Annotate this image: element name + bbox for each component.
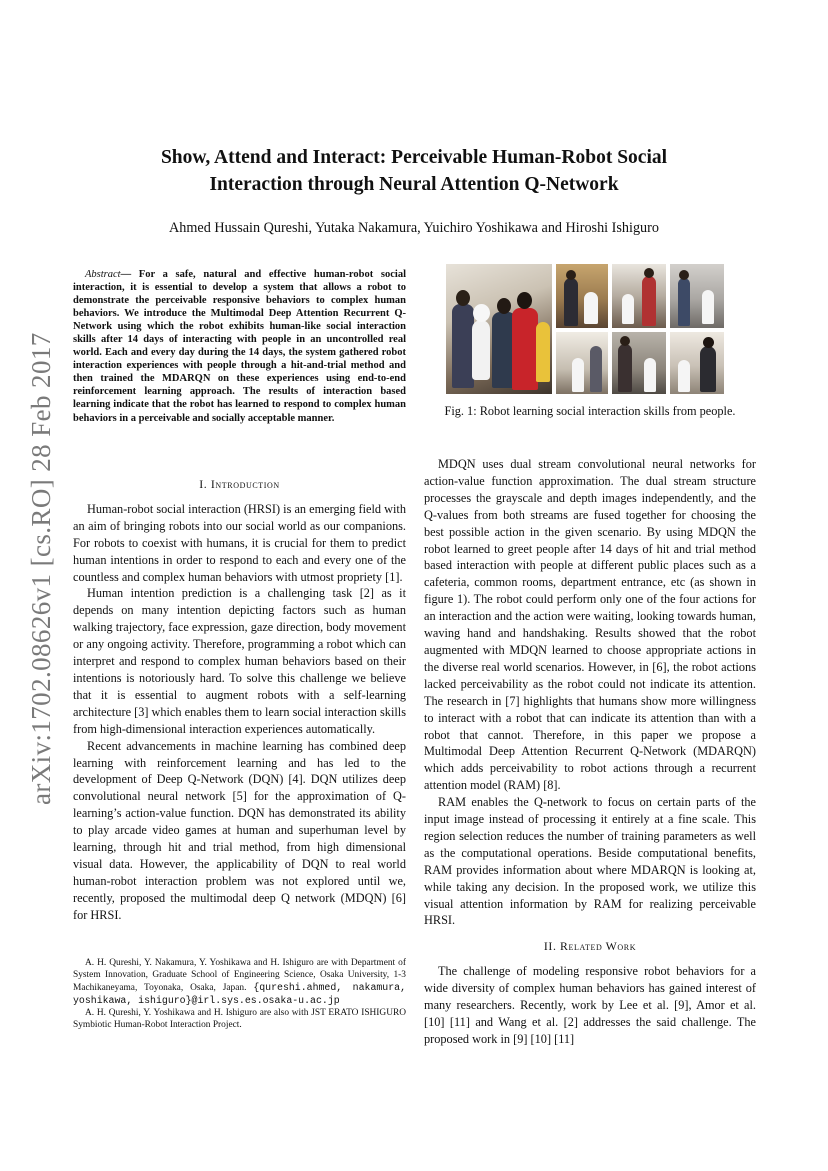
photo-robot-common-room xyxy=(612,332,666,394)
paragraph: Recent advancements in machine learning has combined deep learning with reinforcement learning and has led to the development of Deep Q-Network (DQN) [4]. DQN utilizes deep convolutional neural network [5] for the approximation of Q-learning’s action-value function. DQN has demonstrated its ability to play arcade video games at human and superhuman level by learning, through hit and trial method, from high dimensional visual data. However, the applicability of DQN to real world human-robot interaction problem was not explored until we, recently, proposed the multimodal deep Q network (MDQN) [6] for HRSI. xyxy=(73,738,406,922)
paragraph: Human intention prediction is a challenging task [2] as it depends on many intention depicting factors such as human walking trajectory, face expression, gaze direction, body movement or any ongoing activity. Therefore, programming a robot which can interpret and respond to complex human behaviors based on their intentions is notoriously hard. To solve this challenge we believe that it is essential to augment robots with a self-learning architecture [3] which enables them to learn social interaction skills from high-dimensional interaction experiences automatically. xyxy=(73,586,406,736)
figure-1-caption: Fig. 1: Robot learning social interaction skills from people. xyxy=(444,404,736,418)
introduction-section xyxy=(73,476,406,924)
abstract-text: — For a safe, natural and effective human-robot social interaction, it is essential to develop a system that allows a robot to demonstrate the perceivable responsive behaviors to complex human behaviors. We introduce the Multimodal Deep Attention Recurrent Q-Network using which the robot exhibits human-like social interaction skills after 14 days of interacting with people in an uncontrolled real world. Each and every day during the 14 days, the system gathered robot interaction experiences with people through a hit-and-trial method and then trained the MDARQN on these experiences using end-to-end reinforcement learning approach. The results of interaction based learning indicate that the robot has learned to respond to complex human behaviors in a perceivable and socially acceptable manner. xyxy=(73,269,406,424)
title-line-2: Interaction through Neural Attention Q-Network xyxy=(209,174,619,195)
arxiv-id: arXiv:1702.08626v1 [cs.RO] 28 Feb 2017 xyxy=(26,332,56,805)
photo-robot-doorway xyxy=(556,264,608,328)
section-heading-introduction: I. Introduction xyxy=(199,477,280,491)
title-line-1: Show, Attend and Interact: Perceivable Human-Robot Social xyxy=(160,147,668,168)
footnote-emails: {qureshi.ahmed, nakamura, yoshikawa, ishiguro}@irl.sys.es.osaka-u.ac.jp xyxy=(73,981,407,1006)
photo-cafeteria-group xyxy=(446,264,552,394)
photo-robot-greeting xyxy=(670,332,724,394)
right-column-body xyxy=(424,456,756,1048)
footnote-affiliation: A. H. Qureshi, Y. Nakamura, Y. Yoshikawa and H. Ishiguro are with Department of System Innovation, Graduate School of Engineering Science, Osaka University, 1-3 Machikaneyama, Toyonaka, Osaka, Japan. {qureshi.ahmed, nakamura, yoshikawa, ishiguro}@irl.sys.es.osaka-u.ac.jp xyxy=(73,958,407,1006)
photo-robot-corridor xyxy=(612,264,666,328)
photo-robot-entrance xyxy=(556,332,608,394)
paragraph: MDQN uses dual stream convolutional neural networks for action-value function approximation. The dual stream structure processes the grayscale and depth images independently, and the Q-values from both streams are fused together for choosing the best possible action in the given scenario. By using MDQN the robot learned to greet people after 14 days of hit and trial method based interaction with people at different public places such as a cafeteria, common rooms, department entrance, etc (as shown in figure 1). The robot could perform only one of the four actions for an interaction and the action were waiting, looking towards human, waving hand and handshaking. Results showed that the robot augmented with MDQN learned to choose appropriate actions in the diverse real world scenarios. However, in [6], the robot actions lacked perceivability as the robot could not indicate its attention. The research in [7] highlights that humans show more willingness to interact with a robot that can indicate its attention than with a robot that cannot. Therefore, in this paper we propose a Multimodal Deep Attention Recurrent Q-Network (MDARQN) which adds perceivability to robot actions through a recurrent attention model (RAM) [8]. xyxy=(424,457,756,793)
paragraph: RAM enables the Q-network to focus on certain parts of the input image instead of processing it entirely at a fine scale. This region selection reduces the number of training parameters as well as the computational operations. Beside computational benefits, RAM provides information about where MDARQN is looking at, while taking any decision. In the proposed work, we utilize this visual attention information by RAM for realizing perceivable HRSI. xyxy=(424,795,756,928)
paragraph: Human-robot social interaction (HRSI) is an emerging field with an aim of bringing robots into our social world as our companions. For robots to coexist with humans, it is crucial for them to predict human intentions in order to respond to each and every one of the countless and complex human behaviors with utmost propriety [1]. xyxy=(73,501,406,584)
abstract xyxy=(73,268,406,425)
photo-robot-hallway xyxy=(670,264,724,328)
arxiv-sidebar-stamp xyxy=(10,300,64,820)
section-heading-related-work: II. Related Work xyxy=(543,939,637,954)
paper-title xyxy=(80,144,748,198)
paragraph: The challenge of modeling responsive robot behaviors for a wide diversity of complex human behaviors has gained interest of many researchers. Recently, work by Lee et al. [9], Amor et al. [10] [11] and Wang et al. [2] addresses the said challenge. The proposed work in [9] [10] [11] xyxy=(424,964,756,1046)
author-list: Ahmed Hussain Qureshi, Yutaka Nakamura, Yuichiro Yoshikawa and Hiroshi Ishiguro xyxy=(169,220,659,236)
abstract-label: Abstract xyxy=(85,269,121,280)
footnote-project: A. H. Qureshi, Y. Yoshikawa and H. Ishiguro are also with JST ERATO ISHIGURO Symbiotic Human-Robot Interaction Project. xyxy=(73,1007,406,1030)
footnotes xyxy=(73,958,406,1031)
figure-1-photo-collage xyxy=(446,264,724,394)
